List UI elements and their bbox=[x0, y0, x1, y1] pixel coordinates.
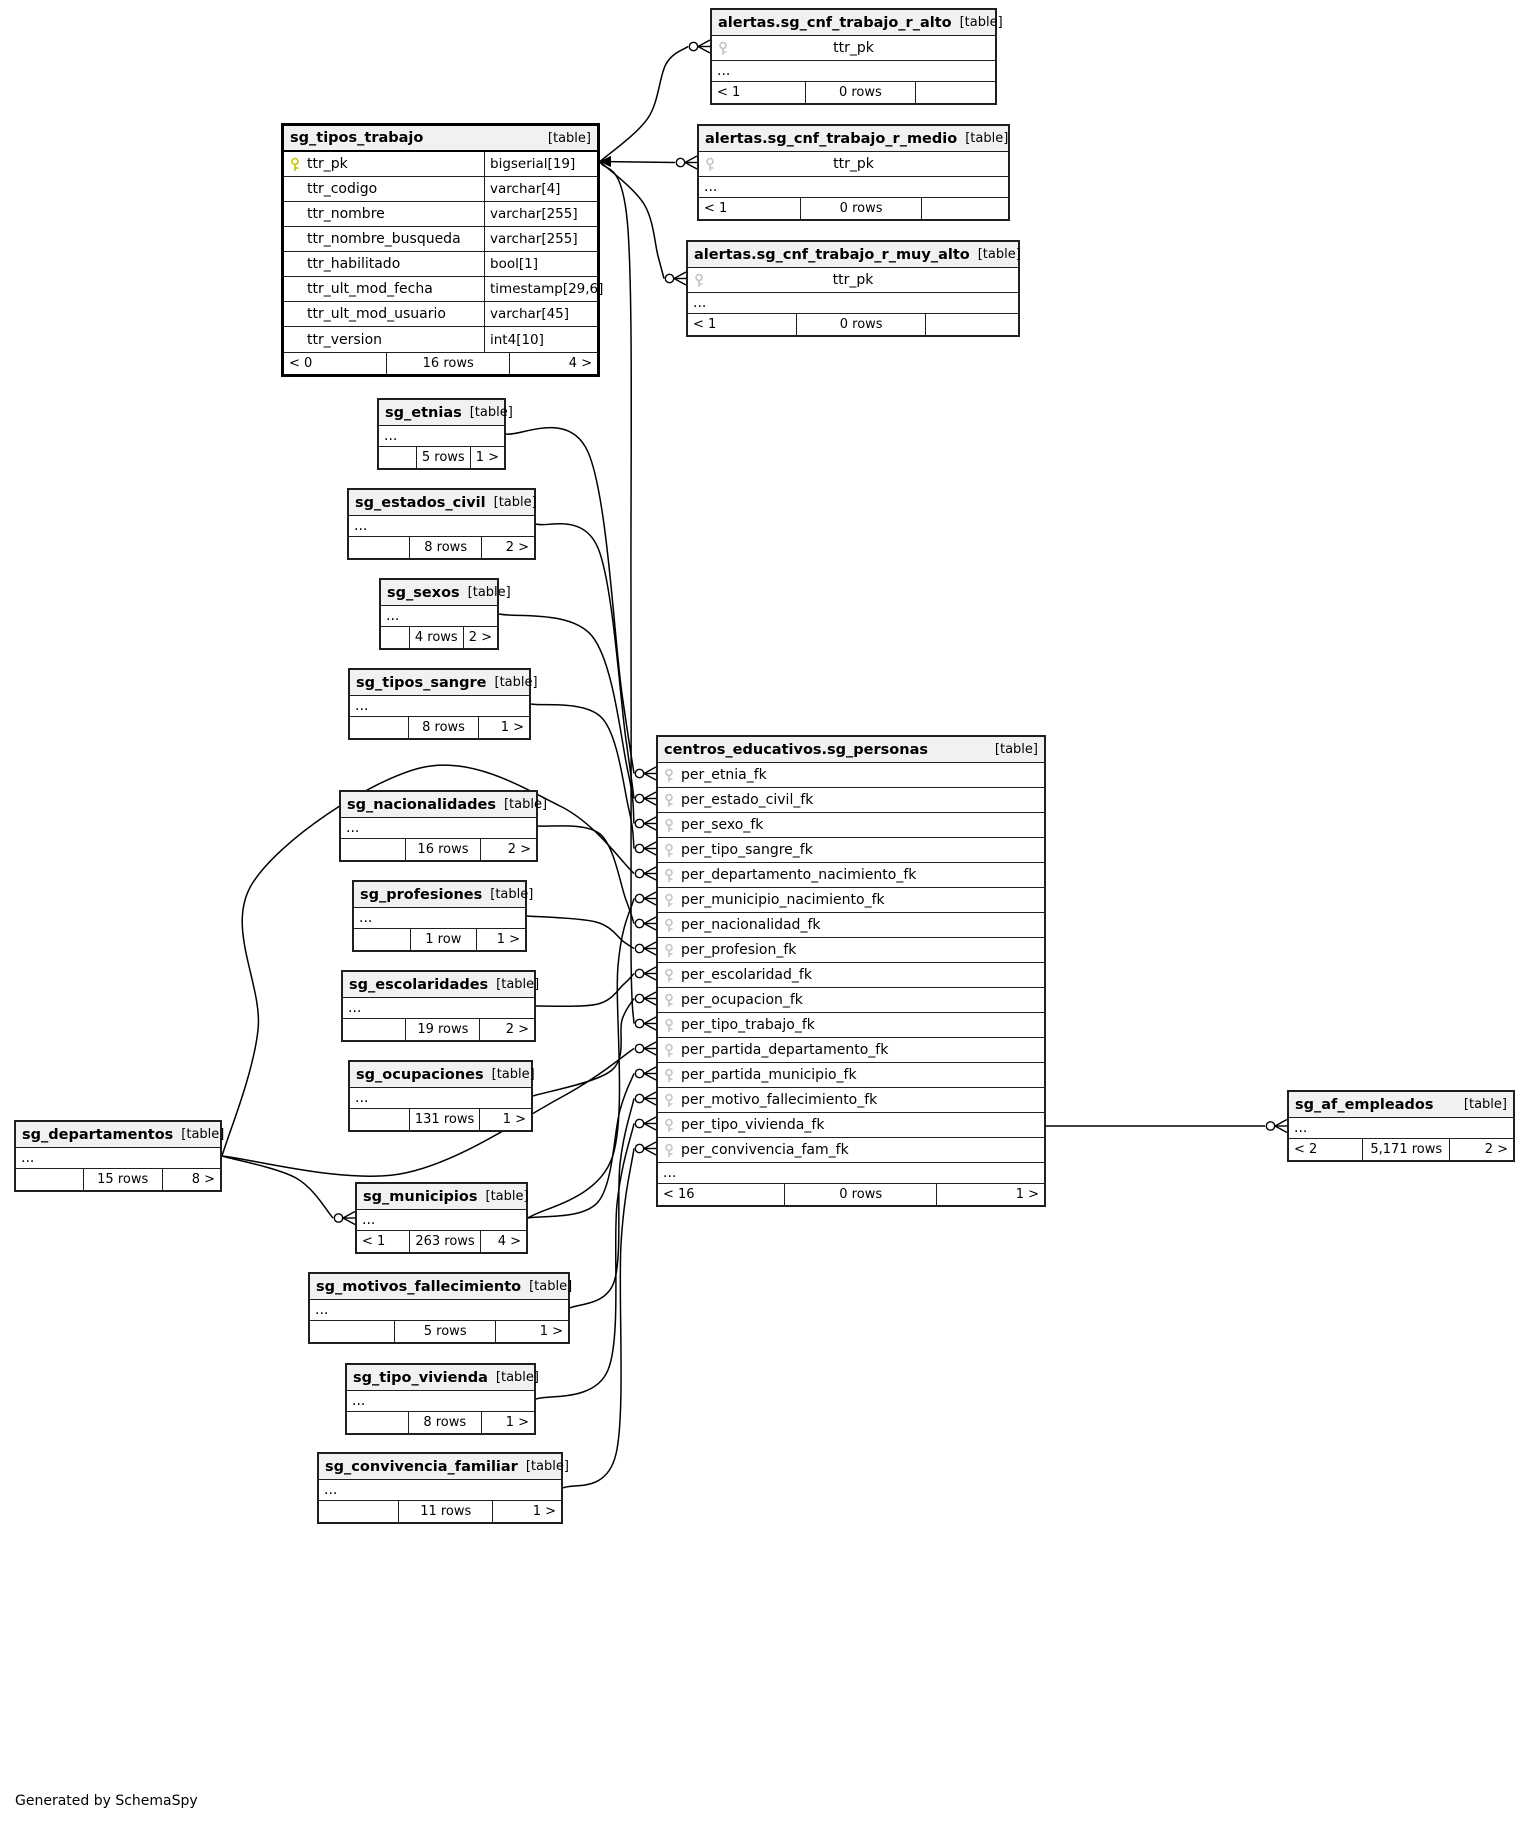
table-name-link[interactable]: centros_educativos.sg_personas bbox=[664, 741, 929, 758]
footer-children-count: 2 > bbox=[505, 1022, 530, 1037]
foreign-key-icon bbox=[663, 793, 675, 808]
column-name: ttr_codigo bbox=[307, 181, 378, 197]
column-name: ttr_pk bbox=[833, 156, 874, 172]
more-columns-ellipsis: ... bbox=[354, 518, 368, 534]
table-tipos_sangre bbox=[348, 668, 538, 740]
table-header bbox=[16, 1122, 225, 1148]
table-footer bbox=[319, 1500, 561, 1522]
column-type: varchar[255] bbox=[484, 227, 597, 251]
footer-children-count: 1 > bbox=[532, 1504, 556, 1519]
table-name-link[interactable]: alertas.sg_cnf_trabajo_r_medio bbox=[705, 130, 958, 147]
table-header bbox=[310, 1274, 573, 1300]
footer-parents-count bbox=[341, 839, 405, 860]
column-name: ttr_ult_mod_fecha bbox=[307, 281, 433, 297]
column-type: timestamp[29,6] bbox=[484, 277, 597, 301]
column-name: per_municipio_nacimiento_fk bbox=[681, 892, 885, 908]
more-columns-ellipsis: ... bbox=[386, 608, 400, 624]
column-type: bigserial[19] bbox=[484, 152, 597, 176]
table-footer bbox=[349, 536, 534, 558]
footer-row-count: 4 rows bbox=[409, 627, 464, 648]
column-name: per_tipo_trabajo_fk bbox=[681, 1017, 815, 1033]
foreign-key-icon bbox=[663, 968, 675, 983]
column-row-ttr_ult_mod_fecha bbox=[284, 277, 604, 302]
table-header bbox=[350, 670, 538, 696]
table-name-link[interactable]: sg_departamentos bbox=[22, 1126, 174, 1143]
table-tipos_trabajo bbox=[281, 123, 604, 377]
table-footer bbox=[354, 928, 525, 950]
column-name: ttr_nombre_busqueda bbox=[307, 231, 461, 247]
table-name-link[interactable]: sg_motivos_fallecimiento bbox=[316, 1278, 522, 1295]
column-row-per_municipio_nacimiento_fk bbox=[658, 888, 1044, 913]
footer-parents-count bbox=[381, 627, 409, 648]
table-footer bbox=[347, 1411, 534, 1433]
table-footer bbox=[381, 626, 497, 648]
column-row-per_estado_civil_fk bbox=[658, 788, 1044, 813]
table-name-link[interactable]: alertas.sg_cnf_trabajo_r_muy_alto bbox=[694, 246, 970, 263]
foreign-key-icon bbox=[663, 768, 675, 783]
table-sexos bbox=[379, 578, 511, 650]
more-columns-ellipsis: ... bbox=[348, 1000, 362, 1016]
column-row-per_tipo_vivienda_fk bbox=[658, 1113, 1044, 1138]
table-muy_alto bbox=[686, 240, 1020, 337]
column-name: ttr_nombre bbox=[307, 206, 385, 222]
table-header bbox=[347, 1365, 539, 1391]
column-name: per_partida_departamento_fk bbox=[681, 1042, 889, 1058]
table-header bbox=[349, 490, 537, 516]
table-medio bbox=[697, 124, 1010, 221]
column-row-per_ocupacion_fk bbox=[658, 988, 1044, 1013]
table-footer bbox=[310, 1320, 568, 1342]
table-estados_civil bbox=[347, 488, 536, 560]
table-tag: [table] bbox=[977, 247, 1021, 262]
more-columns-ellipsis: ... bbox=[355, 698, 369, 714]
column-name: ttr_pk bbox=[307, 156, 348, 172]
more-columns-ellipsis: ... bbox=[352, 1393, 366, 1409]
column-name: per_partida_municipio_fk bbox=[681, 1067, 857, 1083]
footer-children-count: 4 > bbox=[497, 1234, 521, 1249]
table-tag: [table] bbox=[467, 585, 511, 600]
table-name-link[interactable]: alertas.sg_cnf_trabajo_r_alto bbox=[718, 14, 952, 31]
table-header bbox=[381, 580, 511, 606]
column-row-per_profesion_fk bbox=[658, 938, 1044, 963]
column-name: per_escolaridad_fk bbox=[681, 967, 812, 983]
footer-row-count: 0 rows bbox=[800, 198, 922, 219]
column-name: ttr_pk bbox=[833, 40, 874, 56]
footer-children-count: 1 > bbox=[500, 720, 524, 735]
column-row-ttr_pk bbox=[284, 152, 597, 177]
footer-parents-count: < 1 bbox=[362, 1234, 386, 1249]
table-header bbox=[343, 972, 540, 998]
column-row-per_convivencia_fam_fk bbox=[658, 1138, 1044, 1163]
footer-children-count: 1 > bbox=[1015, 1187, 1039, 1202]
primary-key-icon bbox=[289, 157, 301, 172]
table-name-link[interactable]: sg_tipo_vivienda bbox=[353, 1369, 488, 1386]
table-profesiones bbox=[352, 880, 534, 952]
foreign-key-icon bbox=[663, 1118, 675, 1133]
footer-row-count: 5 rows bbox=[394, 1321, 496, 1342]
more-columns-ellipsis: ... bbox=[324, 1482, 338, 1498]
table-footer bbox=[379, 446, 504, 468]
table-vivienda bbox=[345, 1363, 539, 1435]
foreign-key-icon bbox=[663, 1043, 675, 1058]
footer-children-count: 1 > bbox=[475, 450, 499, 465]
more-columns-ellipsis: ... bbox=[1294, 1120, 1308, 1136]
footer-children-count: 4 > bbox=[568, 356, 592, 371]
more-columns-ellipsis: ... bbox=[693, 295, 707, 311]
table-footer bbox=[350, 716, 529, 738]
table-header bbox=[379, 400, 513, 426]
footer-parents-count bbox=[310, 1321, 394, 1342]
table-alto bbox=[710, 8, 1003, 105]
more-columns-ellipsis: ... bbox=[359, 910, 373, 926]
foreign-key-icon bbox=[663, 1093, 675, 1108]
table-tag: [table] bbox=[491, 1067, 535, 1082]
table-footer bbox=[284, 352, 597, 374]
column-row-ttr_version bbox=[284, 327, 597, 352]
footer-parents-count bbox=[350, 717, 408, 738]
table-footer bbox=[688, 313, 1018, 335]
footer-parents-count bbox=[349, 537, 409, 558]
table-name-link[interactable]: sg_af_empleados bbox=[1295, 1096, 1434, 1113]
footer-row-count: 5,171 rows bbox=[1362, 1139, 1450, 1160]
table-tag: [table] bbox=[525, 1459, 569, 1474]
column-name: ttr_habilitado bbox=[307, 256, 401, 272]
footer-parents-count bbox=[347, 1412, 408, 1433]
table-etnias bbox=[377, 398, 513, 470]
footer-children-count: 1 > bbox=[539, 1324, 563, 1339]
column-row-per_partida_departamento_fk bbox=[658, 1038, 1044, 1063]
table-header bbox=[688, 242, 1021, 268]
column-row-ttr_nombre bbox=[284, 202, 597, 227]
table-name-link[interactable]: sg_ocupaciones bbox=[356, 1066, 484, 1083]
column-row-per_sexo_fk bbox=[658, 813, 1044, 838]
table-af_empleados bbox=[1287, 1090, 1515, 1162]
table-tag: [table] bbox=[503, 797, 548, 812]
more-columns-ellipsis: ... bbox=[315, 1302, 329, 1318]
table-convivencia bbox=[317, 1452, 569, 1524]
more-columns-ellipsis: ... bbox=[346, 820, 360, 836]
footer-parents-count: < 1 bbox=[693, 317, 717, 332]
table-header bbox=[350, 1062, 535, 1088]
footer-parents-count bbox=[350, 1109, 409, 1130]
footer-row-count: 5 rows bbox=[416, 447, 471, 468]
table-header bbox=[354, 882, 534, 908]
footer-children-count bbox=[916, 82, 995, 103]
footer-parents-count: < 0 bbox=[289, 356, 313, 371]
table-motivos bbox=[308, 1272, 573, 1344]
footer-parents-count: < 16 bbox=[663, 1187, 695, 1202]
footer-children-count: 2 > bbox=[507, 842, 531, 857]
table-escolaridades bbox=[341, 970, 540, 1042]
footer-row-count: 11 rows bbox=[398, 1501, 493, 1522]
footer-children-count: 2 > bbox=[1484, 1142, 1509, 1157]
footer-parents-count: < 2 bbox=[1294, 1142, 1318, 1157]
table-tag: [table] bbox=[496, 977, 540, 992]
table-tag: [table] bbox=[181, 1127, 225, 1142]
column-name: per_departamento_nacimiento_fk bbox=[681, 867, 917, 883]
table-tag: [table] bbox=[485, 1189, 529, 1204]
footer-row-count: 0 rows bbox=[805, 82, 917, 103]
table-tag: [table] bbox=[994, 742, 1038, 757]
table-tag: [table] bbox=[547, 130, 591, 146]
column-name: per_etnia_fk bbox=[681, 767, 767, 783]
table-personas bbox=[656, 735, 1046, 1207]
column-row-ttr_pk bbox=[712, 36, 995, 61]
foreign-key-icon bbox=[663, 1143, 675, 1158]
table-name-link[interactable]: sg_profesiones bbox=[360, 886, 483, 903]
footer-row-count: 16 rows bbox=[405, 839, 482, 860]
footer-row-count: 131 rows bbox=[409, 1109, 480, 1130]
table-header bbox=[712, 10, 1003, 36]
column-name: per_sexo_fk bbox=[681, 817, 764, 833]
column-name: per_convivencia_fam_fk bbox=[681, 1142, 849, 1158]
foreign-key-icon bbox=[663, 1068, 675, 1083]
table-tag: [table] bbox=[490, 887, 534, 902]
more-columns-ellipsis: ... bbox=[717, 63, 731, 79]
footer-children-count bbox=[926, 314, 1018, 335]
column-row-per_tipo_trabajo_fk bbox=[658, 1013, 1044, 1038]
column-name: per_ocupacion_fk bbox=[681, 992, 803, 1008]
footer-children-count: 1 > bbox=[505, 1415, 529, 1430]
table-departamentos bbox=[14, 1120, 225, 1192]
column-type: varchar[4] bbox=[484, 177, 597, 201]
column-row-per_departamento_nacimiento_fk bbox=[658, 863, 1044, 888]
column-name: ttr_version bbox=[307, 331, 383, 348]
table-header bbox=[284, 126, 597, 152]
footer-parents-count: < 1 bbox=[717, 85, 741, 100]
table-tag: [table] bbox=[1463, 1097, 1507, 1112]
table-header bbox=[341, 792, 548, 818]
column-type: varchar[45] bbox=[484, 302, 597, 326]
footer-children-count: 1 > bbox=[502, 1112, 526, 1127]
footer-row-count: 8 rows bbox=[408, 1412, 482, 1433]
foreign-key-icon bbox=[663, 943, 675, 958]
more-columns-ellipsis: ... bbox=[362, 1212, 376, 1228]
table-header bbox=[1289, 1092, 1513, 1118]
column-name: per_profesion_fk bbox=[681, 942, 797, 958]
column-row-ttr_nombre_busqueda bbox=[284, 227, 597, 252]
footer-row-count: 0 rows bbox=[796, 314, 926, 335]
table-tag: [table] bbox=[495, 1370, 539, 1385]
table-footer bbox=[712, 81, 995, 103]
table-name-link[interactable]: sg_etnias bbox=[385, 404, 462, 421]
footer-children-count: 2 > bbox=[505, 540, 529, 555]
table-header bbox=[658, 737, 1044, 763]
footer-row-count: 15 rows bbox=[83, 1169, 163, 1190]
table-tag: [table] bbox=[494, 675, 538, 690]
column-type: varchar[255] bbox=[484, 202, 597, 226]
foreign-key-icon bbox=[663, 893, 675, 908]
table-name-link[interactable]: sg_convivencia_familiar bbox=[325, 1458, 518, 1475]
table-name-link[interactable]: sg_escolaridades bbox=[349, 976, 489, 993]
column-row-ttr_pk bbox=[699, 152, 1008, 177]
column-name: per_tipo_sangre_fk bbox=[681, 842, 813, 858]
column-type: int4[10] bbox=[484, 327, 597, 352]
table-footer bbox=[341, 838, 536, 860]
column-name: ttr_ult_mod_usuario bbox=[307, 306, 446, 322]
table-footer bbox=[16, 1168, 220, 1190]
table-footer bbox=[1289, 1138, 1513, 1160]
footer-parents-count bbox=[354, 929, 410, 950]
column-row-per_nacionalidad_fk bbox=[658, 913, 1044, 938]
table-name-link[interactable]: sg_tipos_sangre bbox=[356, 674, 487, 691]
table-footer bbox=[357, 1230, 526, 1252]
table-footer bbox=[350, 1108, 531, 1130]
table-name-link[interactable]: sg_nacionalidades bbox=[347, 796, 496, 813]
table-tag: [table] bbox=[469, 405, 513, 420]
footer-row-count: 1 row bbox=[410, 929, 477, 950]
generated-by-note: Generated by SchemaSpy bbox=[15, 1793, 198, 1809]
more-columns-ellipsis: ... bbox=[384, 428, 398, 444]
column-row-ttr_pk bbox=[688, 268, 1018, 293]
table-footer bbox=[699, 197, 1008, 219]
column-name: ttr_pk bbox=[832, 272, 874, 288]
footer-row-count: 19 rows bbox=[405, 1019, 480, 1040]
table-header bbox=[319, 1454, 569, 1480]
footer-row-count: 263 rows bbox=[409, 1231, 480, 1252]
footer-children-count bbox=[922, 198, 1008, 219]
foreign-key-icon bbox=[663, 918, 675, 933]
footer-row-count: 0 rows bbox=[784, 1184, 937, 1205]
table-name-link[interactable]: sg_tipos_trabajo bbox=[290, 130, 424, 146]
footer-parents-count: < 1 bbox=[704, 201, 728, 216]
footer-parents-count bbox=[343, 1019, 405, 1040]
footer-row-count: 8 rows bbox=[409, 537, 482, 558]
table-tag: [table] bbox=[493, 495, 537, 510]
table-header bbox=[699, 126, 1008, 152]
column-row-ttr_ult_mod_usuario bbox=[284, 302, 597, 327]
foreign-key-icon bbox=[663, 868, 675, 883]
footer-children-count: 8 > bbox=[191, 1172, 215, 1187]
column-row-per_tipo_sangre_fk bbox=[658, 838, 1044, 863]
more-columns-ellipsis: ... bbox=[355, 1090, 369, 1106]
table-municipios bbox=[355, 1182, 528, 1254]
footer-row-count: 8 rows bbox=[408, 717, 478, 738]
column-name: per_estado_civil_fk bbox=[681, 792, 814, 808]
table-header bbox=[357, 1184, 529, 1210]
foreign-key-icon bbox=[663, 993, 675, 1008]
column-name: per_nacionalidad_fk bbox=[681, 917, 821, 933]
column-row-per_partida_municipio_fk bbox=[658, 1063, 1044, 1088]
table-name-link[interactable]: sg_municipios bbox=[363, 1188, 478, 1205]
table-tag: [table] bbox=[529, 1279, 573, 1294]
table-ocupaciones bbox=[348, 1060, 533, 1132]
table-tag: [table] bbox=[959, 15, 1003, 30]
footer-children-count: 2 > bbox=[468, 630, 492, 645]
table-nacionalidades bbox=[339, 790, 548, 862]
more-columns-ellipsis: ... bbox=[704, 179, 718, 195]
footer-parents-count bbox=[16, 1169, 83, 1190]
foreign-key-icon bbox=[663, 843, 675, 858]
foreign-key-icon bbox=[663, 1018, 675, 1033]
more-columns-ellipsis: ... bbox=[21, 1150, 35, 1166]
footer-row-count: 16 rows bbox=[386, 353, 510, 374]
footer-parents-count bbox=[319, 1501, 398, 1522]
column-name: per_motivo_fallecimiento_fk bbox=[681, 1092, 878, 1108]
table-tag: [table] bbox=[965, 131, 1009, 146]
column-row-ttr_codigo bbox=[284, 177, 597, 202]
table-name-link[interactable]: sg_sexos bbox=[387, 584, 460, 601]
foreign-key-icon bbox=[663, 818, 675, 833]
footer-parents-count bbox=[379, 447, 416, 468]
column-row-per_motivo_fallecimiento_fk bbox=[658, 1088, 1044, 1113]
more-columns-ellipsis: ... bbox=[663, 1165, 677, 1181]
column-row-ttr_habilitado bbox=[284, 252, 597, 277]
table-footer bbox=[343, 1018, 534, 1040]
table-name-link[interactable]: sg_estados_civil bbox=[355, 494, 486, 511]
column-type: bool[1] bbox=[484, 252, 597, 276]
column-name: per_tipo_vivienda_fk bbox=[681, 1117, 825, 1133]
footer-children-count: 1 > bbox=[496, 932, 520, 947]
column-row-per_escolaridad_fk bbox=[658, 963, 1044, 988]
table-footer bbox=[658, 1183, 1044, 1205]
column-row-per_etnia_fk bbox=[658, 763, 1044, 788]
